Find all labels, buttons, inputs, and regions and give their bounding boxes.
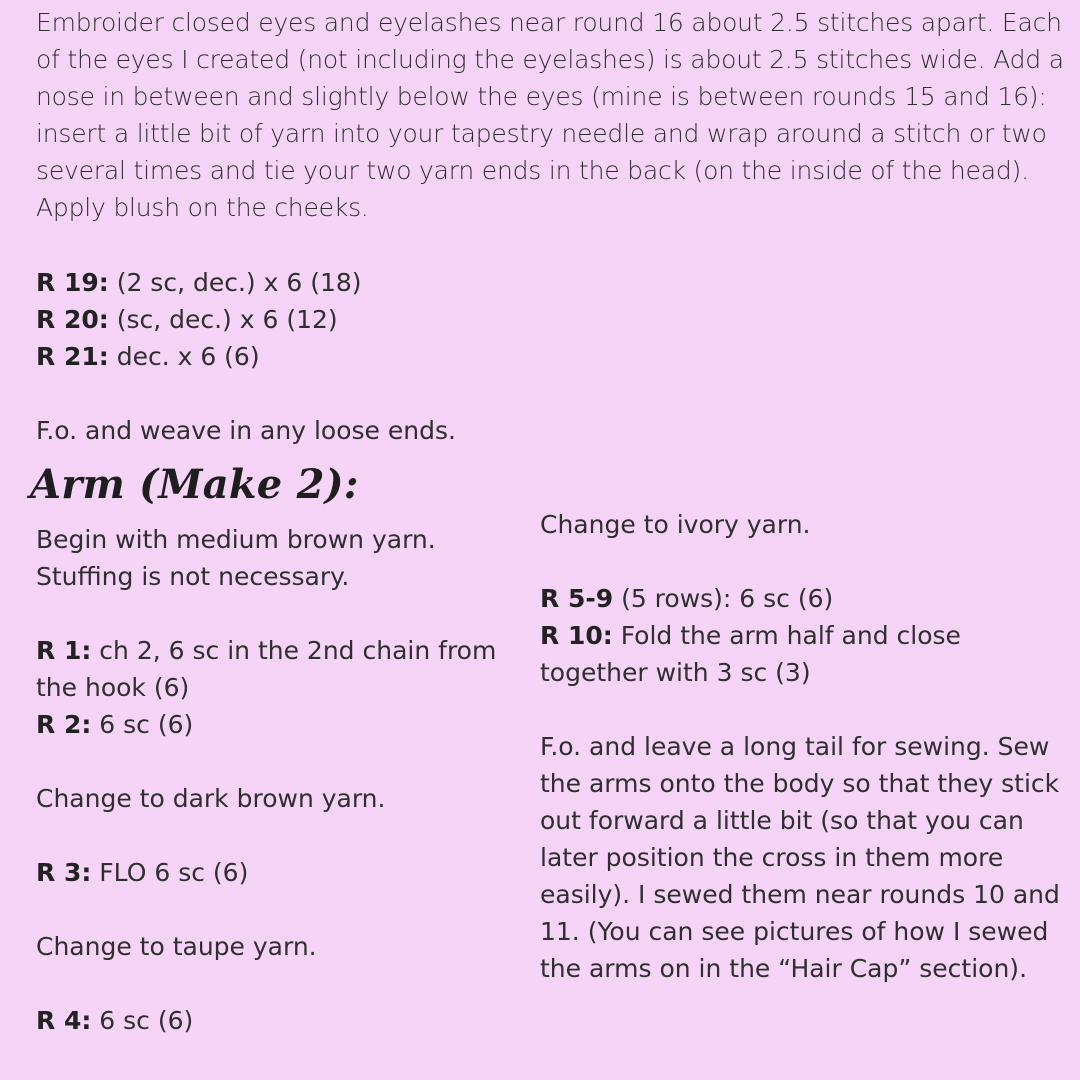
intro-line: insert a little bit of yarn into your tapestry needle and wrap around a stitch or two	[36, 119, 1047, 148]
intro-line: Apply blush on the cheeks.	[36, 193, 369, 222]
round-text: (2 sc, dec.) x 6 (18)	[108, 268, 362, 297]
round-row	[36, 632, 496, 669]
arm-begin-line: Stuffing is not necessary.	[36, 562, 350, 591]
round-row	[36, 854, 496, 891]
intro-paragraph	[36, 4, 1064, 226]
color-change-text: Change to taupe yarn.	[36, 932, 317, 961]
round-text: (sc, dec.) x 6 (12)	[108, 305, 338, 334]
finish-line: 11. (You can see pictures of how I sewed	[540, 917, 1049, 946]
round-label: R 2:	[36, 710, 92, 739]
round-text: (5 rows): 6 sc (6)	[613, 584, 834, 613]
finish-line: the arms on in the “Hair Cap” section).	[540, 954, 1028, 983]
round-label: R 19:	[36, 268, 109, 297]
round-row	[36, 1002, 496, 1039]
intro-line: Embroider closed eyes and eyelashes near round 16 about 2.5 stitches apart. Each	[36, 8, 1062, 37]
round-row	[540, 580, 1050, 617]
round-row	[36, 706, 496, 743]
round-label: R 1:	[36, 636, 92, 665]
round-label: R 10:	[540, 621, 613, 650]
round-row	[540, 617, 1050, 654]
round-label: R 4:	[36, 1006, 92, 1035]
arm-begin-line: Begin with medium brown yarn.	[36, 525, 436, 554]
round-text-continued: the hook (6)	[36, 673, 190, 702]
head-finish-text: F.o. and weave in any loose ends.	[36, 416, 456, 445]
round-label: R 20:	[36, 305, 109, 334]
intro-line: nose in between and slightly below the eyes (mine is between rounds 15 and 16):	[36, 82, 1047, 111]
intro-line: of the eyes I created (not including the eyelashes) is about 2.5 stitches wide. Add a	[36, 45, 1064, 74]
finish-line: easily). I sewed them near rounds 10 and	[540, 880, 1060, 909]
round-text: 6 sc (6)	[91, 1006, 194, 1035]
round-text: Fold the arm half and close	[612, 621, 961, 650]
round-label: R 3:	[36, 858, 92, 887]
finish-line: later position the cross in them more	[540, 843, 1004, 872]
round-row	[36, 264, 362, 301]
arm-left-column	[36, 521, 496, 1039]
arm-section-title: Arm (Make 2):	[30, 461, 359, 508]
round-text: ch 2, 6 sc in the 2nd chain from	[91, 636, 497, 665]
arm-right-column	[540, 506, 1060, 987]
color-change-text: Change to ivory yarn.	[540, 510, 811, 539]
round-text: FLO 6 sc (6)	[91, 858, 249, 887]
round-row	[36, 338, 362, 375]
intro-line: several times and tie your two yarn ends in the back (on the inside of the head).	[36, 156, 1029, 185]
head-rounds	[36, 264, 362, 375]
round-row	[36, 301, 362, 338]
round-text-continued: together with 3 sc (3)	[540, 658, 811, 687]
finish-line: the arms onto the body so that they stick	[540, 769, 1060, 798]
color-change-text: Change to dark brown yarn.	[36, 784, 386, 813]
round-label: R 21:	[36, 342, 109, 371]
round-text: 6 sc (6)	[91, 710, 194, 739]
round-text: dec. x 6 (6)	[108, 342, 260, 371]
finish-line: out forward a little bit (so that you can	[540, 806, 1024, 835]
finish-line: F.o. and leave a long tail for sewing. Sew	[540, 732, 1050, 761]
round-label: R 5-9	[540, 584, 614, 613]
